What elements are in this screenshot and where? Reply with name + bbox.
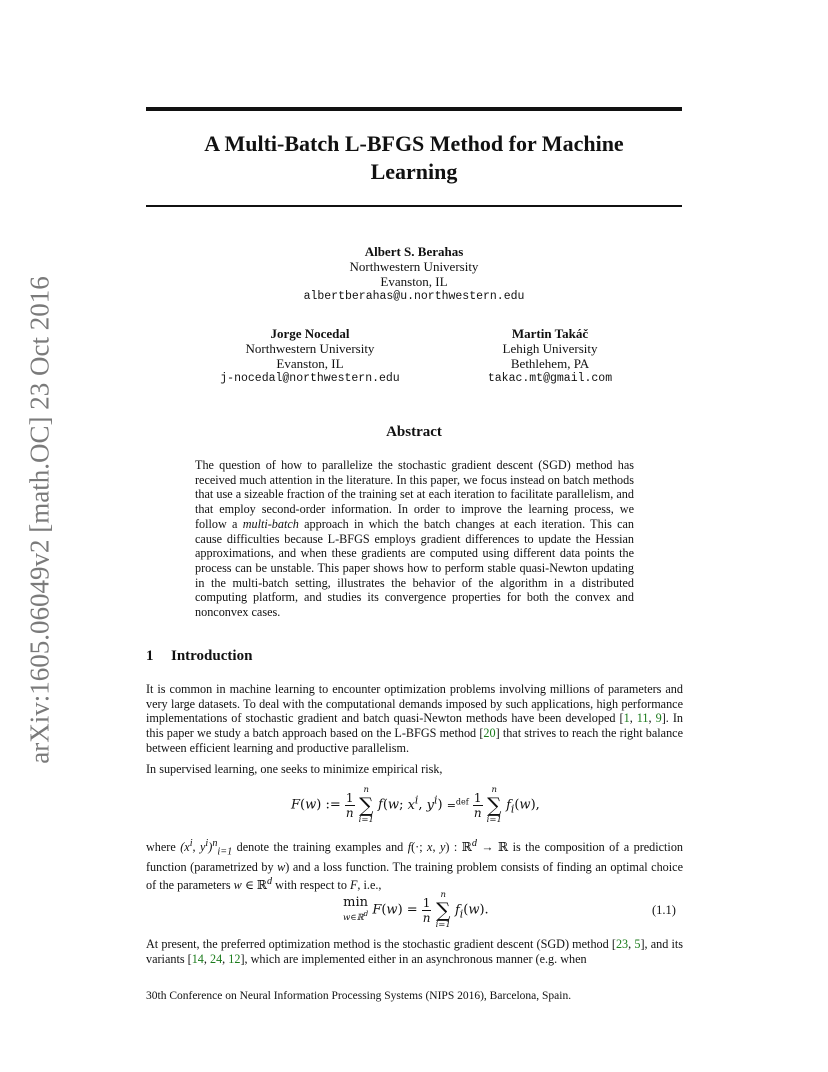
section-number: 1 xyxy=(146,648,154,664)
text-run: ], and its variants [ xyxy=(146,937,684,966)
abstract-heading: Abstract xyxy=(386,424,442,440)
author-location: Evanston, IL xyxy=(380,274,448,289)
conference-footer: 30th Conference on Neural Information Processing Systems (NIPS 2016), Barcelona, Spain. xyxy=(146,990,572,1002)
text-run: It is common in machine learning to encounter optimization problems involving millions of parameters and very large datasets. To deal with the computational demands imposed by such applications, high performance implementations of stochastic gradient and batch quasi-Newton methods have been developed [ xyxy=(146,682,683,726)
author-affiliation: Northwestern University xyxy=(349,259,479,274)
text-run: where xyxy=(146,840,181,855)
author-name: Jorge Nocedal xyxy=(270,326,350,341)
equation-training-problem: min w∈ℝ$^d$ F(w) = $\frac{1}{n}$ n ∑ i=1 $f_i(w)$. xyxy=(343,890,489,930)
author-name: Albert S. Berahas xyxy=(364,244,464,259)
author-block-berahas xyxy=(264,244,564,304)
abstract-emphasis: multi-batch xyxy=(242,516,299,531)
author-email: takac.mt@gmail.com xyxy=(487,372,613,385)
text-run: is the composition of a prediction function (parametrized by xyxy=(146,840,684,875)
author-block-takac xyxy=(415,326,685,386)
text-run: ] that strives to reach the right balance between efficient learning and productive parallelism. xyxy=(146,726,683,755)
abstract-text-part: approach in which the batch changes at each iteration. This can cause difficulties because L-BFGS employs gradient differences to update the Hessian approximations, and when these gradients are computed using different data points the process can be unstable. This paper shows how to perform stable quasi-Newton updating in the multi-batch setting, illustrates the behavior of the algorithm in a distributed computing platform, and studies its convergence properties for both the convex and nonconvex cases. xyxy=(195,516,634,620)
citation-link[interactable]: 9 xyxy=(655,711,662,726)
citation-link[interactable]: 14 xyxy=(191,951,204,966)
author-affiliation: Lehigh University xyxy=(502,341,598,356)
intro-paragraph-1: It is common in machine learning to encounter optimization problems involving millions of parameters and very large datasets. To deal with the computational demands imposed by such applications, high performance implementations of stochastic gradient and batch quasi-Newton methods have been developed [1, 11, 9]. In this paper we study a batch approach based on the L-BFGS method [20] that strives to reach the right balance between efficient learning and productive parallelism. xyxy=(146,682,684,755)
citation-link[interactable]: 12 xyxy=(228,951,241,966)
author-affiliation: Northwestern University xyxy=(245,341,375,356)
equation-empirical-risk: F(w) := $\frac{1}{n}$ n ∑ i=1 f(w; $x^i$, $y^i) =^{def}$ $\frac{1}{n}$ n ∑ i=1 $f_i(w)$, xyxy=(291,785,540,825)
text-run: denote the training examples and xyxy=(232,840,408,855)
intro-paragraph-4: At present, the preferred optimization method is the stochastic gradient descent (SGD) method [23, 5], and its variants [14, 24, 12], which are implemented either in an asynchronous manner (e.g. when xyxy=(146,937,684,966)
text-run: ) and a loss function. The training problem consists of finding an optimal choice of the parameters xyxy=(146,860,683,892)
arxiv-identifier: arXiv:1605.06049v2 [math.OC] 23 Oct 2016 xyxy=(24,276,55,764)
citation-link[interactable]: 23 xyxy=(615,937,629,951)
text-run: , i.e., xyxy=(357,877,382,892)
paper-title xyxy=(146,130,682,186)
title-line-2: Learning xyxy=(370,159,458,184)
intro-paragraph-2: In supervised learning, one seeks to minimize empirical risk, xyxy=(146,762,443,776)
equation-number: (1.1) xyxy=(652,903,676,917)
citation-link[interactable]: 20 xyxy=(483,726,496,741)
title-rule-bottom xyxy=(146,205,682,207)
author-location: Evanston, IL xyxy=(276,356,344,371)
author-email: albertberahas@u.northwestern.edu xyxy=(303,290,525,303)
text-run: ]. In this paper we study a batch approach based on the L-BFGS method [ xyxy=(146,711,684,741)
text-run: ], which are implemented either in an asynchronous manner (e.g. when xyxy=(240,951,587,966)
author-location: Bethlehem, PA xyxy=(510,356,590,371)
title-rule-top xyxy=(146,107,682,111)
abstract-text-part: The question of how to parallelize the stochastic gradient descent (SGD) method has received much attention in the literature. In this paper, we focus instead on batch methods that use a sizeable fraction of the training set at each iteration to facilitate parallelism, and that employ second-order information. In order to improve the learning process, we follow a xyxy=(195,458,634,531)
text-run: with respect to xyxy=(272,877,350,892)
abstract-text xyxy=(195,458,634,620)
section-title: Introduction xyxy=(171,648,253,664)
title-line-1: A Multi-Batch L-BFGS Method for Machine xyxy=(204,131,624,156)
citation-link[interactable]: 1 xyxy=(623,711,630,726)
section-heading-introduction xyxy=(146,648,252,665)
citation-link[interactable]: 11 xyxy=(636,711,649,726)
citation-link[interactable]: 24 xyxy=(209,951,223,966)
text-run: At present, the preferred optimization method is the stochastic gradient descent (SGD) method [ xyxy=(146,937,616,951)
author-email: j-nocedal@northwestern.edu xyxy=(220,372,400,385)
citation-link[interactable]: 5 xyxy=(634,937,641,951)
intro-paragraph-3: where ($x^i$, $y^i)^n_{i=1}$ denote the training examples and f(·; x, y) : ℝ$^d$ → ℝ is the composition of a prediction function (parametrized by w) and a loss function. The training problem consists of finding an optimal choice of the parameters w ∈ ℝ$^d$ with respect to F, i.e., xyxy=(146,838,684,892)
author-name: Martin Takáč xyxy=(511,326,589,341)
author-block-nocedal xyxy=(170,326,450,386)
